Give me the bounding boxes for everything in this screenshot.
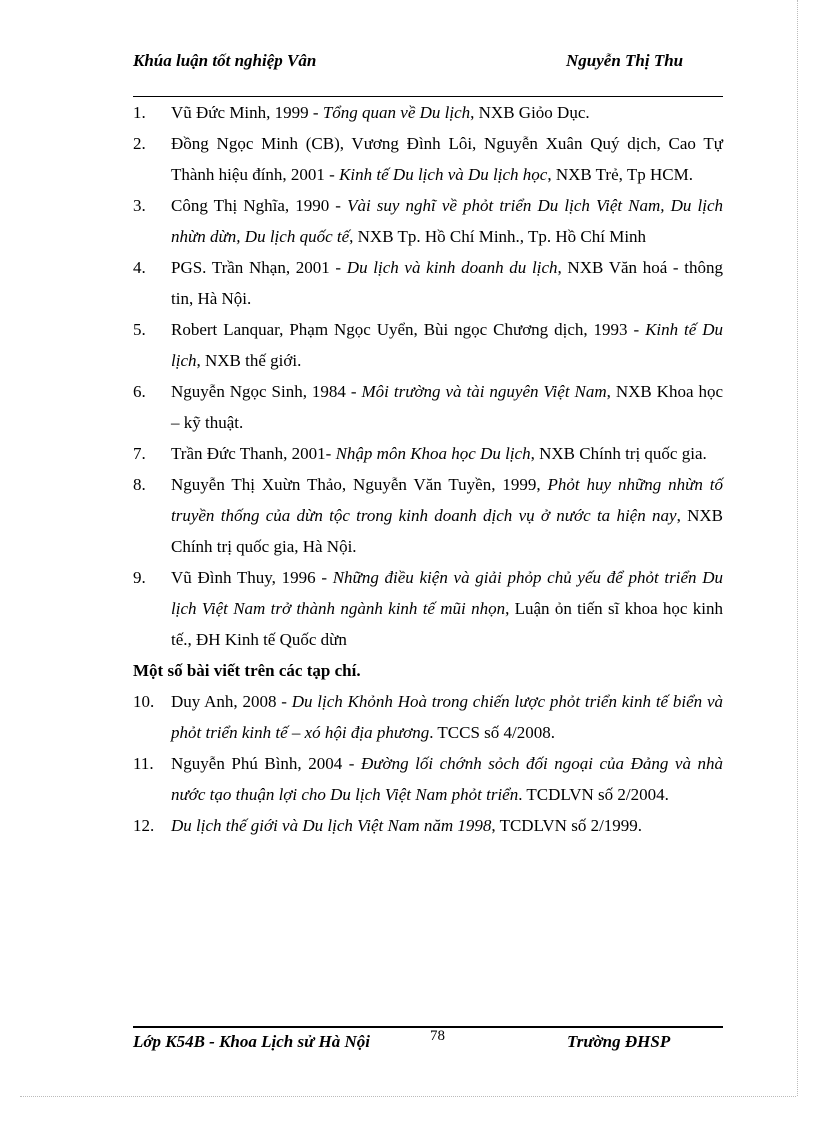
reference-publisher: . TCCS số 4/2008. — [429, 723, 556, 742]
reference-number: 12. — [133, 816, 155, 835]
reference-author: Robert Lanquar, Phạm Ngọc Uyển, Bùi ngọc Chương dịch, 1993 - — [171, 320, 646, 339]
references-list — [133, 97, 723, 841]
reference-number: 6. — [133, 382, 146, 401]
reference-number: 4. — [133, 258, 146, 277]
reference-publisher: , NXB Văn hoá - thông tin, Hà Nội. — [171, 258, 723, 308]
reference-publisher: , NXB thế giới. — [196, 351, 302, 370]
reference-author: Công Thị Nghĩa, 1990 - — [171, 196, 348, 215]
page-header — [133, 50, 723, 97]
reference-item-2 — [133, 128, 723, 190]
reference-item-9 — [133, 562, 723, 655]
article-item-12 — [133, 810, 723, 841]
reference-publisher: , NXB Chính trị quốc gia, Hà Nội. — [171, 506, 723, 556]
reference-title: Những điều kiện và giải phỏp chủ yếu để phỏt triển Du lịch Việt Nam trở thành ngành kinh tế mũi nhọn — [171, 568, 723, 618]
reference-author: Nguyễn Thị Xuừn Thảo, Nguyễn Văn Tuyền, 1999, — [171, 475, 548, 494]
reference-author: Trần Đức Thanh, 2001- — [171, 444, 336, 463]
reference-item-4 — [133, 252, 723, 314]
reference-author: Vũ Đình Thuy, 1996 - — [171, 568, 333, 587]
reference-number: 8. — [133, 475, 146, 494]
footer-class-label: Lớp K54B - Khoa Lịch sử Hà Nội — [133, 1032, 371, 1051]
reference-publisher: , NXB Trẻ, Tp HCM. — [547, 165, 693, 184]
reference-title: Du lịch thế giới và Du lịch Việt Nam năm 1998 — [171, 816, 492, 835]
reference-number: 3. — [133, 196, 146, 215]
article-item-10 — [133, 686, 723, 748]
reference-item-1 — [133, 97, 723, 128]
reference-title: Phỏt huy những nhừn tố truyền thống của dừn tộc trong kinh doanh dịch vụ ở nước ta hiện nay — [171, 475, 723, 525]
reference-number: 11. — [133, 754, 154, 773]
reference-title: Vài suy nghĩ về phỏt triển Du lịch Việt Nam, Du lịch nhừn dừn, Du lịch quốc tế — [171, 196, 723, 246]
article-item-11 — [133, 748, 723, 810]
reference-publisher: . TCDLVN số 2/2004. — [518, 785, 669, 804]
reference-title: Kinh tế Du lịch — [171, 320, 724, 370]
reference-number: 7. — [133, 444, 146, 463]
reference-publisher: , NXB Tp. Hồ Chí Minh., Tp. Hồ Chí Minh — [349, 227, 647, 246]
reference-author: Đồng Ngọc Minh (CB), Vương Đình Lôi, Nguyễn Xuân Quý dịch, Cao Tự Thành hiệu đính, 2001 - — [171, 134, 723, 184]
reference-title: Kinh tế Du lịch và Du lịch học — [339, 165, 548, 184]
reference-number: 10. — [133, 692, 155, 711]
reference-item-6 — [133, 376, 723, 438]
reference-author: Nguyễn Phú Bình, 2004 - — [171, 754, 361, 773]
header-author-name: Nguyễn Thị Thu — [566, 51, 684, 70]
reference-publisher: , NXB Chính trị quốc gia. — [530, 444, 707, 463]
reference-title: Du lịch Khỏnh Hoà trong chiến lược phỏt triển kinh tế biển và phỏt triển kinh tế – xó hội địa phương — [171, 692, 723, 742]
reference-number: 2. — [133, 134, 146, 153]
reference-item-5 — [133, 314, 723, 376]
reference-item-7 — [133, 438, 723, 469]
reference-author: PGS. Trần Nhạn, 2001 - — [171, 258, 347, 277]
reference-title: Tổng quan về Du lịch — [322, 103, 471, 122]
reference-title: Du lịch và kinh doanh du lịch — [346, 258, 558, 277]
page-number: 78 — [430, 1028, 445, 1044]
reference-author: Duy Anh, 2008 - — [171, 692, 292, 711]
reference-item-3 — [133, 190, 723, 252]
reference-title: Môi trường và tài nguyên Việt Nam — [361, 382, 607, 401]
header-thesis-label: Khúa luận tốt nghiệp Vân — [133, 51, 317, 70]
reference-number: 1. — [133, 103, 146, 122]
footer-school-label: Trường ĐHSP — [567, 1032, 671, 1051]
reference-publisher: , NXB Giỏo Dục. — [470, 103, 590, 122]
reference-title: Đường lối chớnh sỏch đối ngoại của Đảng và nhà nước tạo thuận lợi cho Du lịch Việt Nam phỏt triển — [171, 754, 724, 804]
reference-author: Nguyễn Ngọc Sinh, 1984 - — [171, 382, 362, 401]
reference-publisher: , TCDLVN số 2/1999. — [491, 816, 643, 835]
reference-publisher: , Luận ỏn tiến sĩ khoa học kinh tế., ĐH Kinh tế Quốc dừn — [171, 599, 723, 649]
reference-item-8 — [133, 469, 723, 562]
reference-publisher: , NXB Khoa học – kỹ thuật. — [171, 382, 723, 432]
reference-number: 5. — [133, 320, 146, 339]
reference-author: Vũ Đức Minh, 1999 - — [171, 103, 323, 122]
page-bottom-border — [20, 1096, 796, 1097]
reference-number: 9. — [133, 568, 146, 587]
section-heading: Một số bài viết trên các tạp chí. — [133, 661, 361, 680]
reference-title: Nhập môn Khoa học Du lịch — [335, 444, 531, 463]
page-right-border — [797, 0, 798, 1096]
